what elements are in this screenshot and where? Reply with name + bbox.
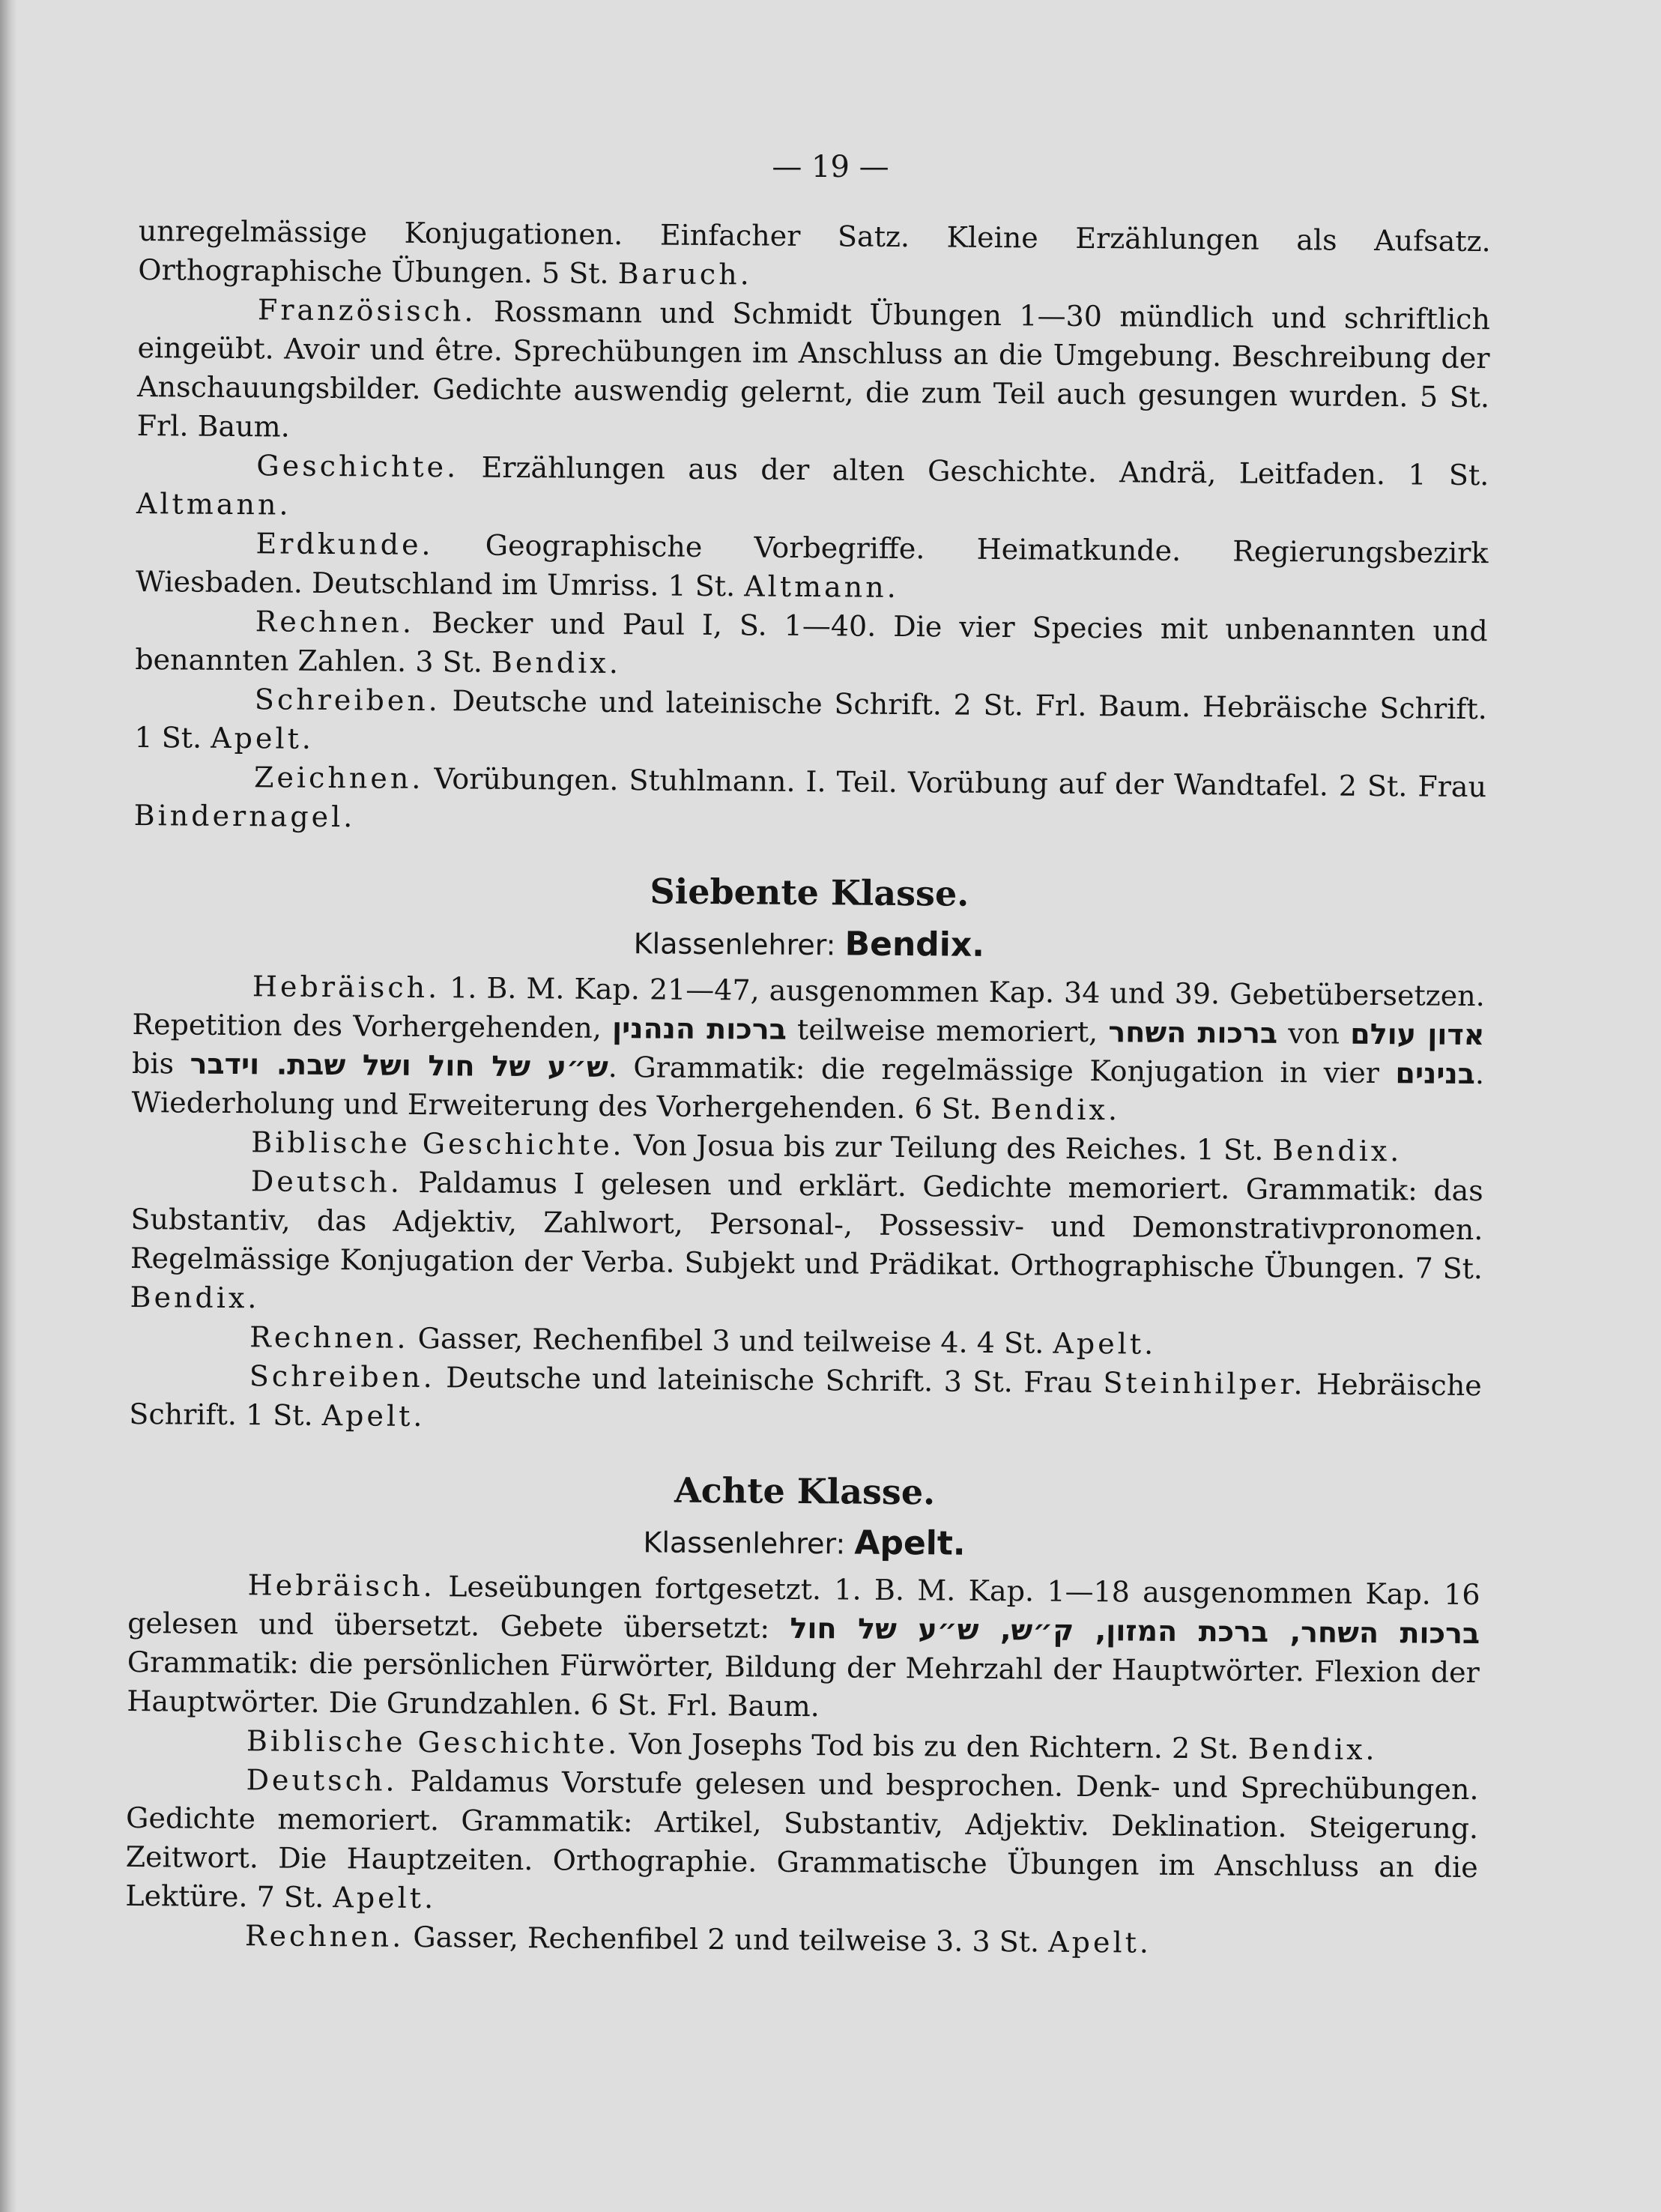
paragraph-text: . Grammatik: die regelmässige Konjugation in vier <box>608 1050 1396 1090</box>
paragraph-text: bis <box>131 1046 190 1081</box>
subject-title: Deutsch. <box>250 1164 403 1199</box>
paragraph-zeichnen <box>133 757 1486 845</box>
subject-title: Hebräisch. <box>247 1568 436 1604</box>
paragraph-text: Deutsche und lateinische Schrift. 2 St. Frl. <box>440 684 1099 723</box>
paragraph-text: Gasser, Rechenfibel 2 und teilweise 3. 3 St. <box>404 1920 1049 1959</box>
teacher-name: Baruch. <box>617 257 752 291</box>
teacher-name: Bendix. <box>130 1280 260 1315</box>
paragraph-text: 1. B. M. Kap. 21—47, ausgenommen Kap. 34 und 39. Gebetübersetzen. Repetition des Vorhergehenden, <box>132 971 1486 1045</box>
hebrew-text: ברכות השחר <box>1108 1015 1278 1050</box>
teacher-name: Bendix. <box>491 645 622 680</box>
class-teacher-label: Klassenlehrer: <box>643 1526 846 1561</box>
paragraph-text: Erzählungen aus der alten Geschichte. Andrä, Leitfaden. 1 St. <box>459 450 1489 492</box>
paragraph-text: Paldamus Vorstufe gelesen und besprochen. Denk- und Sprechübungen. Gedichte memoriert. Grammatik: Artikel, Substantiv, Adjektiv. Deklination. Steigerung. Zeitwort. Die Hauptzeiten. Orthographie. Grammatische Übungen im Anschluss an die Lektüre. 7 St. <box>125 1764 1479 1915</box>
paragraph-text: Geographische Vorbegriffe. Heimatkunde. Regierungsbezirk Wiesbaden. Deutschland im Umriss. 1 St. <box>135 528 1489 603</box>
hebrew-text: ש״ע של חול ושל שבת. וידבר <box>190 1047 608 1084</box>
paragraph-continuation <box>138 211 1491 300</box>
hebrew-text: אדון עולם <box>1350 1017 1485 1052</box>
paragraph-text: unregelmässige Konjugationen. Einfacher Satz. Kleine Erzählungen als Aufsatz. Orthographische Übungen. 5 St. <box>138 214 1491 291</box>
section-heading-achte-klasse: Achte Klasse. <box>674 1469 936 1513</box>
hebrew-text: ברכות הנהנין <box>611 1011 787 1046</box>
teacher-name: Baum. <box>727 1689 820 1723</box>
paragraph-text: von <box>1277 1016 1351 1051</box>
book-binding-edge <box>0 0 16 2212</box>
hebrew-text: בנינים <box>1395 1057 1476 1091</box>
teacher-name: Altmann. <box>744 569 899 604</box>
subject-title: Hebräisch. <box>252 970 441 1005</box>
class-teacher-name: Apelt. <box>854 1523 966 1563</box>
teacher-name: Bindernagel. <box>133 798 356 834</box>
subject-title: Geschichte. <box>256 449 459 484</box>
subject-title: Schreiben. <box>254 683 441 718</box>
paragraph-text: teilweise memoriert, <box>786 1012 1109 1049</box>
teacher-name: Baum. <box>1098 689 1191 724</box>
section-heading-siebente-klasse: Siebente Klasse. <box>650 871 969 914</box>
teacher-name: Steinhilper. <box>1103 1366 1306 1401</box>
teacher-name: Bendix. <box>990 1092 1121 1127</box>
subject-title: Rechnen. <box>255 605 415 639</box>
class-teacher-label: Klassenlehrer: <box>633 927 836 962</box>
paragraph-erdkunde <box>136 523 1489 611</box>
class-teacher-line <box>133 917 1485 972</box>
teacher-name: Apelt. <box>211 721 315 755</box>
teacher-name: Bendix. <box>1272 1133 1403 1168</box>
teacher-name: Apelt. <box>1048 1925 1152 1959</box>
paragraph-geschichte <box>136 445 1489 534</box>
paragraph-hebraeisch <box>131 966 1485 1132</box>
subject-title: Rechnen. <box>249 1320 409 1355</box>
subject-title: Französisch. <box>257 293 476 328</box>
class-teacher-name: Bendix. <box>844 925 985 964</box>
subject-title: Schreiben. <box>249 1359 435 1394</box>
paragraph-text: Deutsche und lateinische Schrift. 3 St. Frau <box>435 1361 1104 1400</box>
hebrew-text: ברכות השחר, ברכת המזון, ק״ש, ש״ע של חול <box>790 1611 1480 1651</box>
paragraph-rechnen <box>135 601 1488 689</box>
paragraph-text: Grammatik: die persönlichen Fürwörter, Bildung der Mehrzahl der Hauptwörter. Flexion der Hauptwörter. Die Grundzahlen. 6 St. Frl. <box>127 1645 1480 1723</box>
paragraph-text: Rossmann und Schmidt Übungen 1—30 mündlich und schriftlich eingeübt. Avoir und être. Sprechübungen im Anschluss an die Umgebung. Beschreibung der Anschauungsbilder. Gedichte auswendig gelernt, die zum Teil auch gesungen wurden. 5 St. Frl. <box>136 294 1491 443</box>
paragraph-schreiben <box>129 1356 1482 1444</box>
subject-title: Deutsch. <box>246 1763 398 1798</box>
page-number: — 19 — <box>772 150 889 184</box>
teacher-name: Apelt. <box>1053 1326 1157 1361</box>
paragraph-text: Vorübungen. Stuhlmann. I. Teil. Vorübung auf der Wandtafel. 2 St. Frau <box>423 762 1487 804</box>
paragraph-text: Von Josephs Tod bis zu den Richtern. 2 St. <box>620 1727 1248 1765</box>
paragraph-text: Hebräische Schrift. 1 St. <box>134 690 1487 755</box>
class-teacher-line <box>128 1516 1480 1571</box>
teacher-name: Baum. <box>197 409 290 444</box>
page-body <box>125 211 1491 1965</box>
subject-title: Erdkunde. <box>255 527 434 562</box>
paragraph-text: Von Josua bis zur Teilung des Reiches. 1 St. <box>624 1128 1273 1167</box>
paragraph-text: Leseübungen fortgesetzt. 1. B. M. Kap. 1—18 ausgenommen Kap. 16 gelesen und übersetzt. Gebete übersetzt: <box>127 1570 1480 1645</box>
subject-title: Zeichnen. <box>253 761 424 796</box>
teacher-name: Altmann. <box>136 486 291 522</box>
paragraph-hebraeisch <box>127 1565 1480 1731</box>
paragraph-text: Paldamus I gelesen und erklärt. Gedichte memoriert. Grammatik: das Substantiv, das Adjektiv, Zahlwort, Personal-, Possessiv- und Demonstrativpronomen. Regelmässige Konjugation der Verba. Subjekt und Prädikat. Orthographische Übungen. 7 St. <box>130 1165 1483 1286</box>
paragraph-text: Hebräische Schrift. 1 St. <box>129 1368 1482 1432</box>
teacher-name: Apelt. <box>333 1881 437 1915</box>
paragraph-text: Gasser, Rechenfibel 3 und teilweise 4. 4 St. <box>408 1321 1053 1360</box>
subject-title: Rechnen. <box>244 1919 405 1953</box>
paragraph-deutsch <box>130 1161 1483 1327</box>
teacher-name: Apelt. <box>321 1398 426 1433</box>
paragraph-text: . Wiederholung und Erweiterung des Vorhergehenden. 6 St. <box>131 1057 1485 1125</box>
teacher-name: Bendix. <box>1247 1732 1378 1767</box>
subject-title: Biblische Geschichte. <box>251 1125 625 1162</box>
paragraph-franzoesisch <box>137 289 1491 456</box>
paragraph-schreiben <box>134 679 1487 767</box>
paragraph-deutsch <box>125 1759 1479 1926</box>
paragraph-text: Becker und Paul I, S. 1—40. Die vier Species mit unbenannten und benannten Zahlen. 3 St. <box>135 605 1488 679</box>
subject-title: Biblische Geschichte. <box>246 1724 620 1761</box>
